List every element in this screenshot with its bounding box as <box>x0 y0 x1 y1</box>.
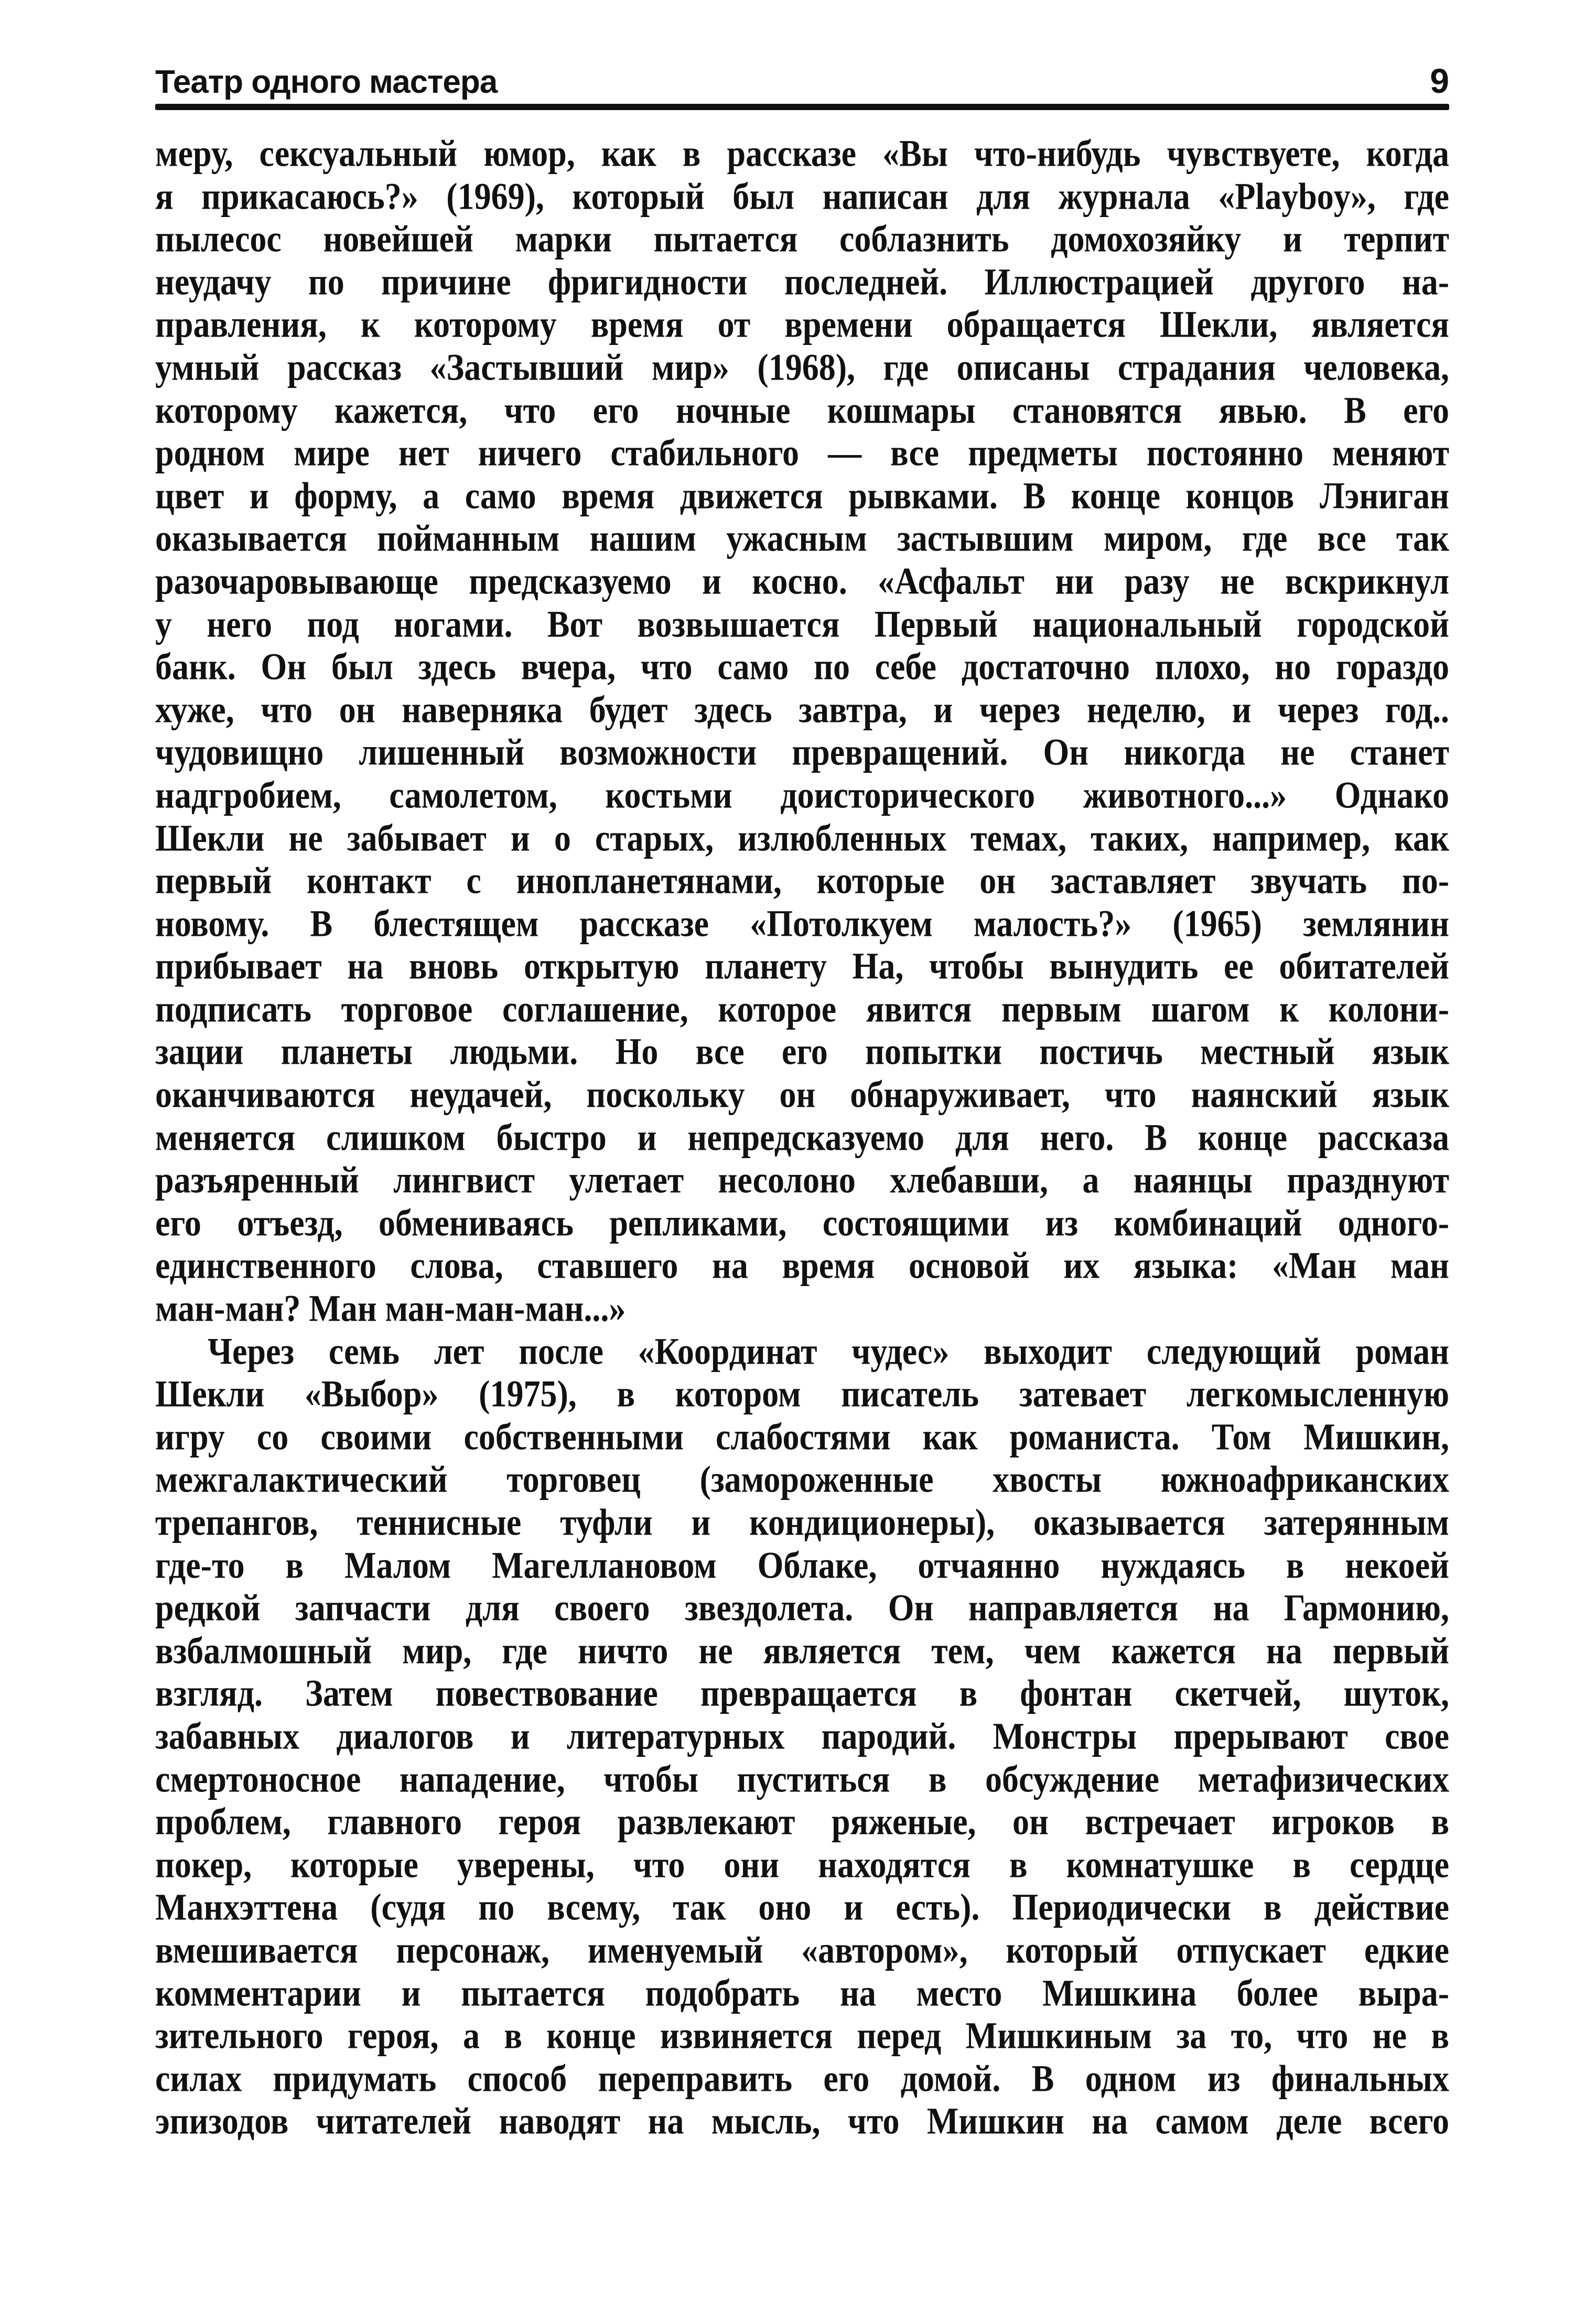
text-line: неудачу по причине фригидности последней. Иллюстрацией другого на- <box>155 261 1449 303</box>
text-line: вмешивается персонаж, именуемый «автором», который отпускает едкие <box>155 1929 1449 1971</box>
text-line: новому. В блестящем рассказе «Потолкуем малость?» (1965) землянин <box>155 902 1449 944</box>
text-line: Шекли «Выбор» (1975), в котором писатель затевает легкомысленную <box>155 1373 1449 1415</box>
text-line: разочаровывающе предсказуемо и косно. «Асфальт ни разу не вскрикнул <box>155 560 1449 602</box>
text-line: пылесос новейшей марки пытается соблазнить домохозяйку и терпит <box>155 218 1449 260</box>
text-line: хуже, что он наверняка будет здесь завтра, и через неделю, и через год.. <box>155 688 1449 730</box>
text-line: я прикасаюсь?» (1969), который был написан для журнала «Playboy», где <box>155 175 1449 217</box>
text-line: родном мире нет ничего стабильного — все предметы постоянно меняют <box>155 431 1449 474</box>
text-line: Через семь лет после «Координат чудес» выходит следующий роман <box>208 1330 1449 1372</box>
text-line: взгляд. Затем повествование превращается в фонтан скетчей, шуток, <box>155 1672 1449 1714</box>
running-header <box>155 58 1449 105</box>
text-line: прибывает на вновь открытую планету На, чтобы вынудить ее обитателей <box>155 945 1449 987</box>
text-line: Шекли не забывает и о старых, излюбленных темах, таких, например, как <box>155 817 1449 859</box>
text-line: межгалактический торговец (замороженные хвосты южноафриканских <box>155 1459 1449 1500</box>
text-line: единственного слова, ставшего на время основой их языка: «Ман ман <box>155 1245 1449 1287</box>
text-line: которому кажется, что его ночные кошмары становятся явью. В его <box>155 389 1449 431</box>
text-line: чудовищно лишенный возможности превращений. Он никогда не станет <box>155 731 1449 773</box>
text-line: проблем, главного героя развлекают ряженые, он встречает игроков в <box>155 1800 1449 1843</box>
text-line: правления, к которому время от времени обращается Шекли, является <box>155 304 1449 345</box>
header-rule <box>155 104 1449 110</box>
text-line: зации планеты людьми. Но все его попытки постичь местный язык <box>155 1031 1449 1073</box>
body-text <box>155 132 1449 2143</box>
text-line: цвет и форму, а само время движется рывками. В конце концов Лэниган <box>155 474 1449 516</box>
text-line: смертоносное нападение, чтобы пуститься в обсуждение метафизических <box>155 1758 1449 1800</box>
text-line: забавных диалогов и литературных пародий. Монстры прерывают свое <box>155 1715 1449 1757</box>
text-line: его отъезд, обмениваясь репликами, состоящими из комбинаций одного- <box>155 1202 1449 1244</box>
text-line: зительного героя, а в конце извиняется перед Мишкиным за то, что не в <box>155 2014 1449 2057</box>
page-number: 9 <box>1430 61 1449 100</box>
text-line: где-то в Малом Магеллановом Облаке, отчаянно нуждаясь в некоей <box>155 1544 1449 1586</box>
text-line: умный рассказ «Застывший мир» (1968), где описаны страдания человека, <box>155 346 1449 388</box>
text-line: покер, которые уверены, что они находятся в комнатушке в сердце <box>155 1843 1449 1885</box>
text-line: силах придумать способ переправить его домой. В одном из финальных <box>155 2057 1449 2099</box>
text-line: подписать торговое соглашение, которое явится первым шагом к колони- <box>155 988 1449 1030</box>
text-line: эпизодов читателей наводят на мысль, что Мишкин на самом деле всего <box>155 2100 1449 2142</box>
text-line: комментарии и пытается подобрать на место Мишкина более выра- <box>155 1972 1449 2014</box>
text-line: взбалмошный мир, где ничто не является тем, чем кажется на первый <box>155 1629 1449 1672</box>
text-line: разъяренный лингвист улетает несолоно хлебавши, а наянцы празднуют <box>155 1159 1449 1201</box>
text-line: у него под ногами. Вот возвышается Первый национальный городской <box>155 603 1449 645</box>
text-line: меняется слишком быстро и непредсказуемо для него. В конце рассказа <box>155 1116 1449 1158</box>
text-line: банк. Он был здесь вчера, что само по себе достаточно плохо, но гораздо <box>155 645 1449 688</box>
text-line: ман-ман? Ман ман-ман-ман...» <box>155 1287 626 1330</box>
text-line: Манхэттена (судя по всему, так оно и есть). Периодически в действие <box>155 1886 1449 1928</box>
text-line: редкой запчасти для своего звездолета. Он направляется на Гармонию, <box>155 1586 1449 1629</box>
text-line: первый контакт с инопланетянами, которые он заставляет звучать по- <box>155 859 1449 902</box>
running-title: Театр одного мастера <box>155 64 498 100</box>
text-line: надгробием, самолетом, костьми доисторического животного...» Однако <box>155 774 1449 816</box>
text-line: оканчиваются неудачей, поскольку он обнаруживает, что наянский язык <box>155 1073 1449 1116</box>
text-line: игру со своими собственными слабостями как романиста. Том Мишкин, <box>155 1416 1449 1458</box>
text-line: оказывается пойманным нашим ужасным застывшим миром, где все так <box>155 517 1449 559</box>
text-line: меру, сексуальный юмор, как в рассказе «Вы что-нибудь чувствуете, когда <box>155 132 1449 175</box>
text-line: трепангов, теннисные туфли и кондиционеры), оказывается затерянным <box>155 1501 1449 1543</box>
